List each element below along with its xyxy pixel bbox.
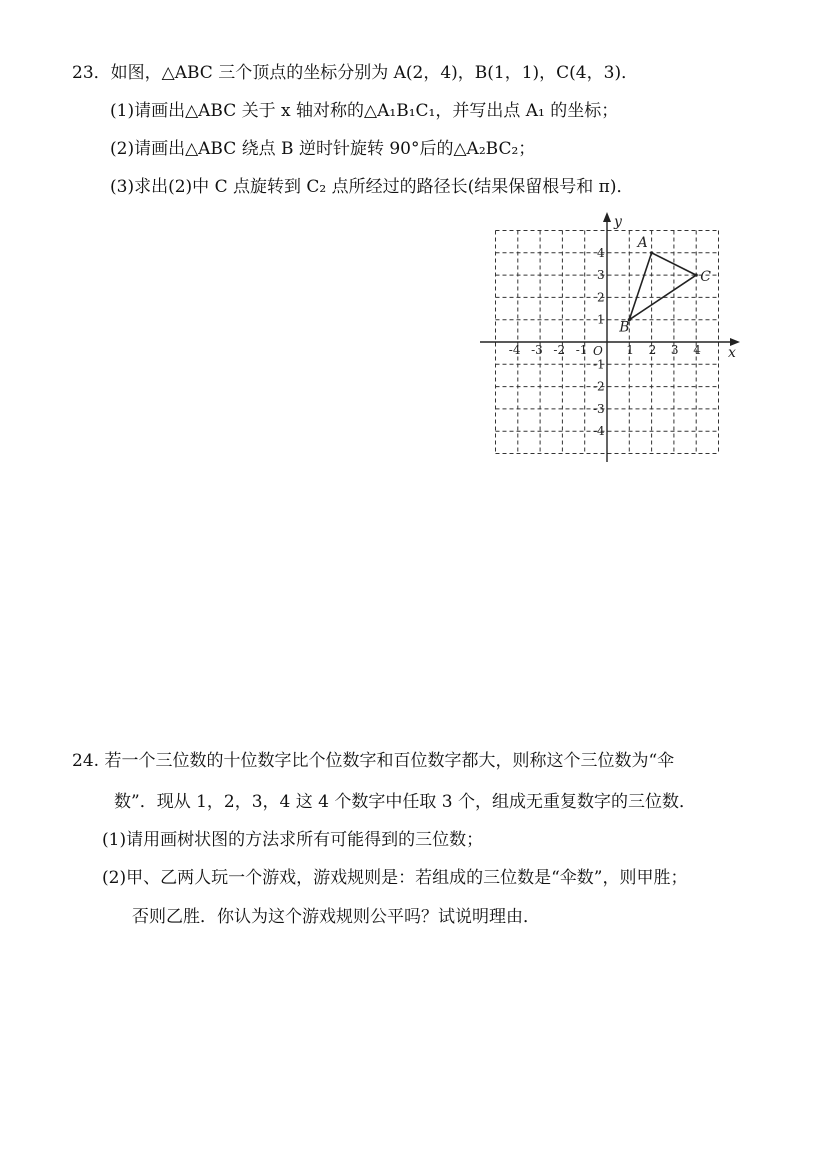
triangle-abc [629,253,696,320]
y-tick-label: -2 [593,379,605,394]
y-tick-label: 4 [597,245,605,260]
x-tick-label: -2 [553,343,566,357]
y-tick-label: 1 [597,312,605,327]
origin-label: O [593,344,603,358]
x-tick-label: -1 [575,343,588,357]
y-tick-label: -4 [593,424,605,439]
coordinate-grid [478,212,744,464]
q24-stem-line1: 24. 若一个三位数的十位数字比个位数字和百位数字都大，则称这个三位数为“伞 [72,751,675,771]
q23-part1: (1)请画出△ABC 关于 x 轴对称的△A₁B₁C₁，并写出点 A₁ 的坐标； [110,101,619,121]
x-tick-label: -3 [531,343,543,357]
vertex-label: C [700,269,711,286]
x-tick-label: 2 [648,343,657,357]
coordinate-figure [478,212,744,464]
y-axis-arrow [603,212,611,222]
q24-stem-line2: 数”．现从 1，2，3，4 这 4 个数字中任取 3 个，组成无重复数字的三位数． [114,792,697,812]
vertex-label: B [619,319,630,336]
q24-part2-line2: 否则乙胜．你认为这个游戏规则公平吗？试说明理由． [132,907,540,927]
y-tick-label: -3 [593,401,605,416]
q24-part1: (1)请用画树状图的方法求所有可能得到的三位数； [102,830,484,850]
x-axis-label: x [728,345,736,361]
q23-stem: 23．如图，△ABC 三个顶点的坐标分别为 A(2，4)，B(1，1)，C(4，3)． [72,63,639,83]
x-tick-label: 3 [670,343,679,357]
y-tick-label: 2 [597,290,605,305]
x-tick-label: 1 [626,343,634,357]
vertex-point [695,274,698,277]
y-tick-label: 3 [597,268,605,283]
vertex-label: A [637,234,648,251]
vertex-point [650,251,653,254]
q24-part2-line1: (2)甲、乙两人玩一个游戏，游戏规则是：若组成的三位数是“伞数”，则甲胜； [102,868,688,888]
q23-part3: (3)求出(2)中 C 点旋转到 C₂ 点所经过的路径长(结果保留根号和 π)． [110,177,634,197]
x-tick-label: 4 [693,343,701,357]
y-axis-label: y [614,214,622,230]
x-tick-label: -4 [508,343,521,357]
q23-part2: (2)请画出△ABC 绕点 B 逆时针旋转 90°后的△A₂BC₂； [110,139,536,159]
y-tick-label: -1 [593,357,605,372]
